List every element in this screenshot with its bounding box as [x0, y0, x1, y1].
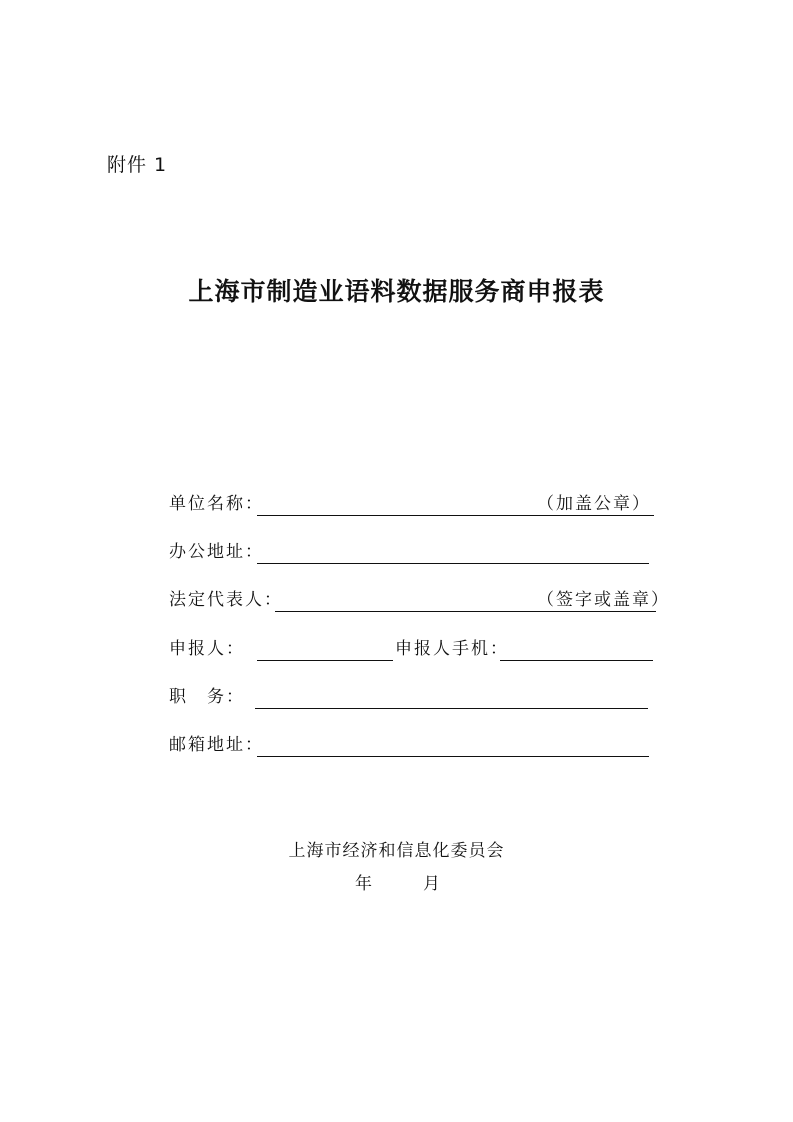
- legal-rep-label: 法定代表人：: [169, 590, 283, 610]
- applicant-phone-label: 申报人手机：: [395, 639, 509, 659]
- office-address-row: [169, 538, 659, 566]
- date-year-label: 年: [355, 874, 372, 894]
- date-month-label: 月: [423, 874, 440, 894]
- attachment-label: 附件 1: [107, 154, 168, 176]
- unit-name-label: 单位名称：: [169, 494, 264, 514]
- email-label: 邮箱地址：: [169, 735, 264, 755]
- position-label: 职 务：: [169, 687, 245, 707]
- applicant-label: 申报人：: [169, 639, 245, 659]
- form-title: 上海市制造业语料数据服务商申报表: [188, 277, 605, 306]
- email-field[interactable]: [257, 756, 649, 757]
- legal-rep-row: [169, 586, 670, 614]
- office-address-field[interactable]: [257, 563, 649, 564]
- position-row: [169, 683, 659, 711]
- position-field[interactable]: [255, 708, 648, 709]
- applicant-field[interactable]: [257, 660, 393, 661]
- unit-name-row: [169, 490, 659, 518]
- issuer-name: 上海市经济和信息化委员会: [288, 841, 505, 861]
- legal-rep-sign-note: （签字或盖章）: [537, 590, 670, 610]
- applicant-row: [169, 635, 659, 663]
- applicant-phone-field[interactable]: [500, 660, 653, 661]
- unit-seal-note: （加盖公章）: [537, 494, 651, 514]
- email-row: [169, 731, 659, 759]
- office-address-label: 办公地址：: [169, 542, 264, 562]
